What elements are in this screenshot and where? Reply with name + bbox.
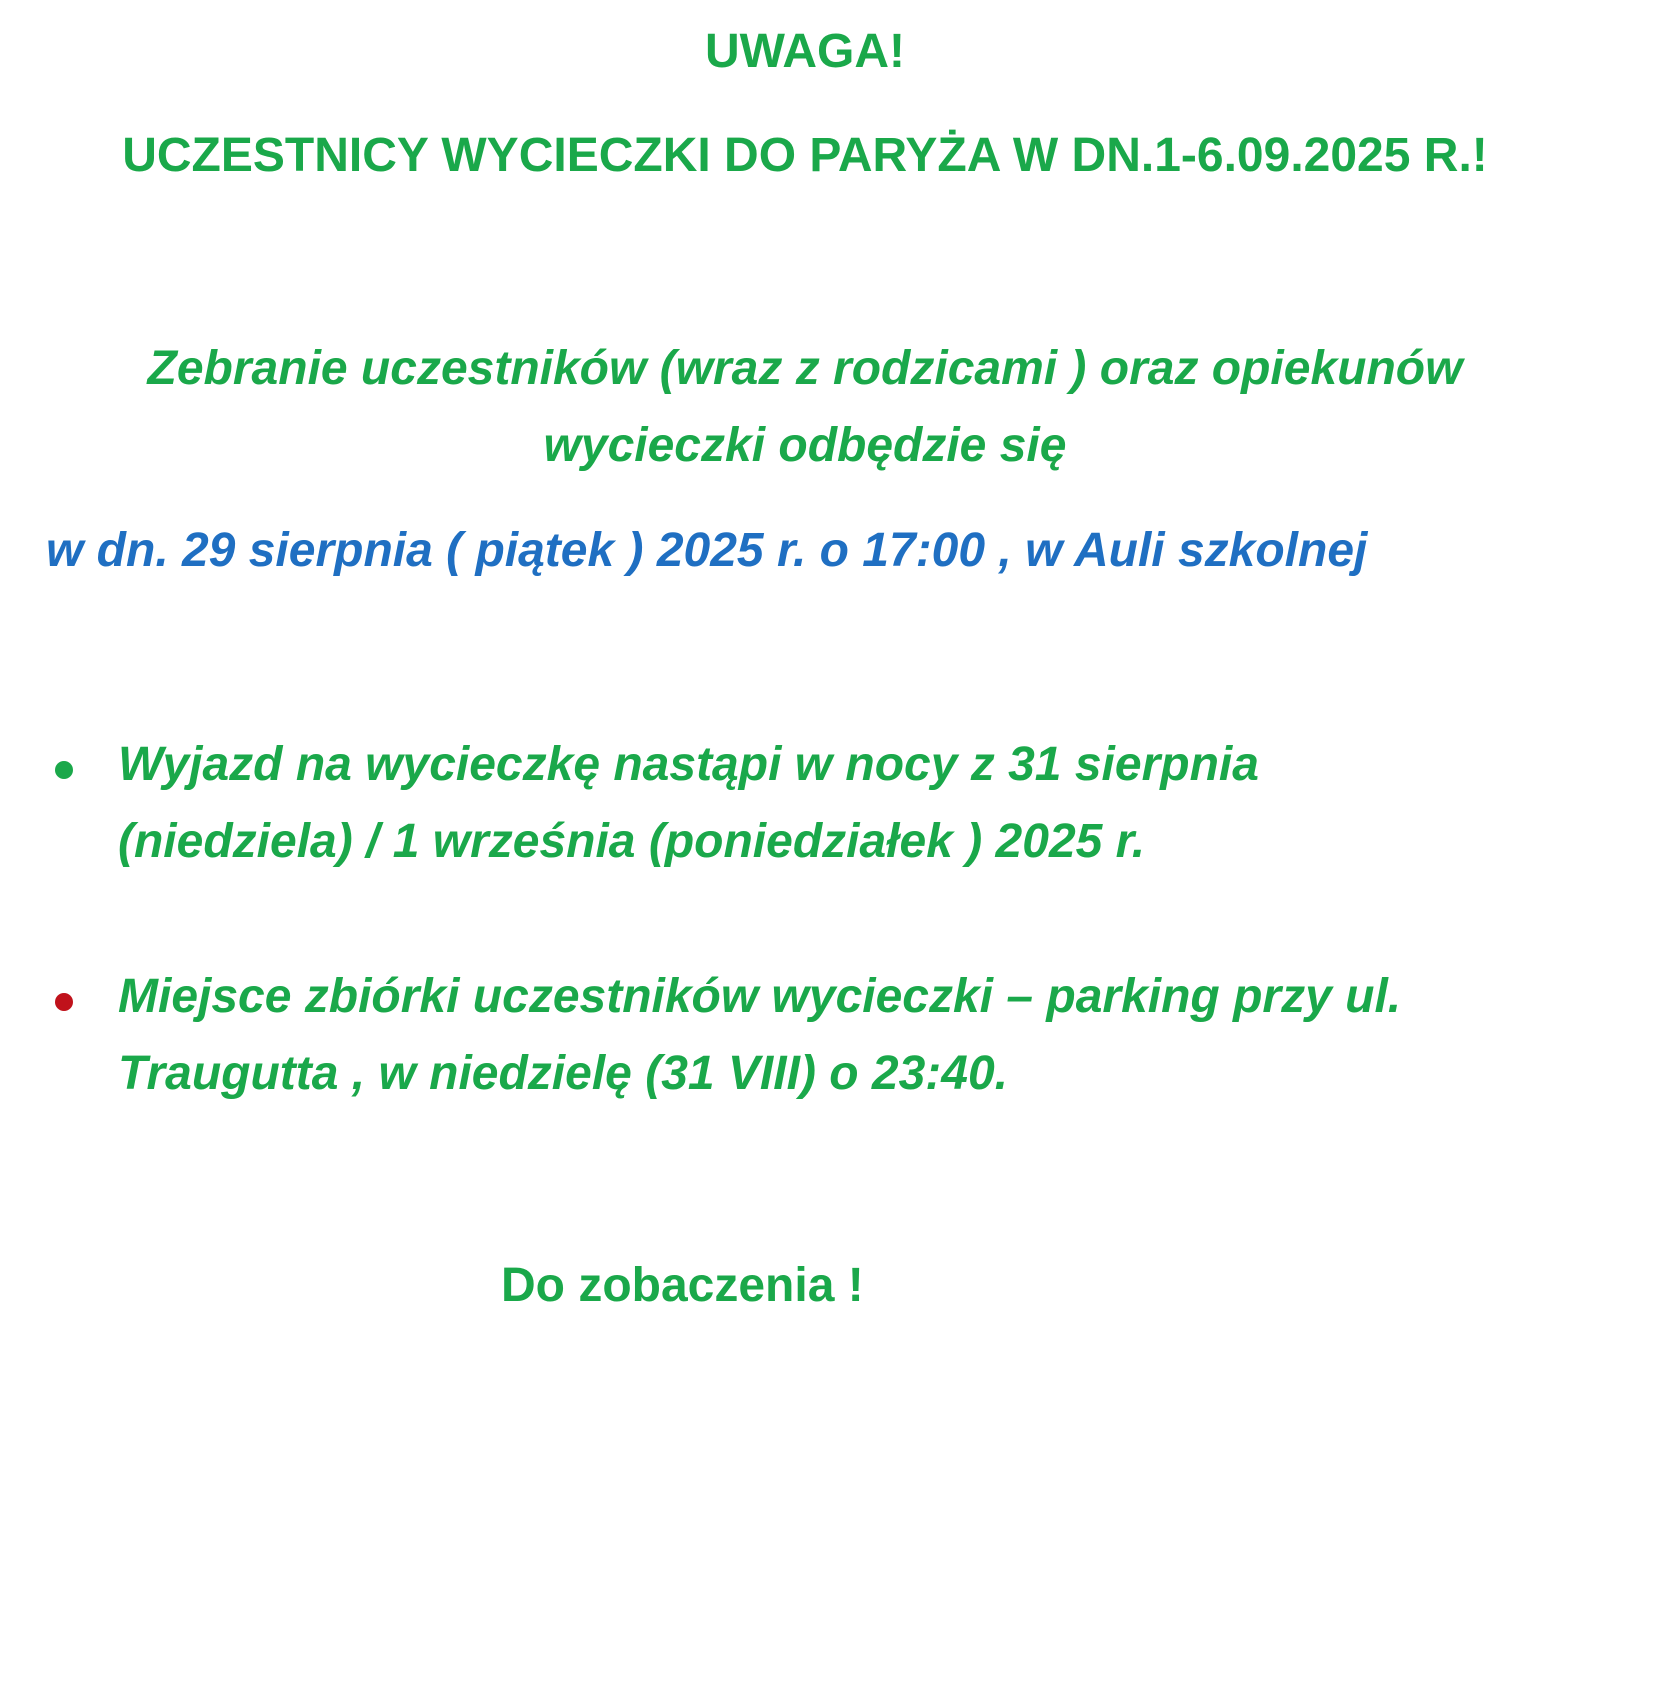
bullet-dot-icon: [55, 761, 73, 779]
meeting-point-line-1: Miejsce zbiórki uczestników wycieczki – parking przy ul.: [118, 970, 1402, 1023]
departure-info-line-2: (niedziela) / 1 września (poniedziałek ) 2025 r.: [118, 815, 1146, 868]
closing-text: Do zobaczenia !: [501, 1259, 864, 1312]
meeting-announcement-line-1: Zebranie uczestników (wraz z rodzicami ) oraz opiekunów: [147, 342, 1463, 395]
notice-heading: UWAGA!: [705, 25, 905, 78]
meeting-point-line-2: Traugutta , w niedzielę (31 VIII) o 23:40.: [118, 1047, 1009, 1100]
trip-participants-heading: UCZESTNICY WYCIECZKI DO PARYŻA W DN.1-6.09.2025 R.!: [122, 129, 1488, 182]
departure-info-line-1: Wyjazd na wycieczkę nastąpi w nocy z 31 sierpnia: [118, 738, 1259, 791]
bullet-dot-icon: [55, 993, 73, 1011]
meeting-date-location: w dn. 29 sierpnia ( piątek ) 2025 r. o 17:00 , w Auli szkolnej: [46, 524, 1368, 577]
meeting-announcement-line-2: wycieczki odbędzie się: [543, 419, 1067, 472]
